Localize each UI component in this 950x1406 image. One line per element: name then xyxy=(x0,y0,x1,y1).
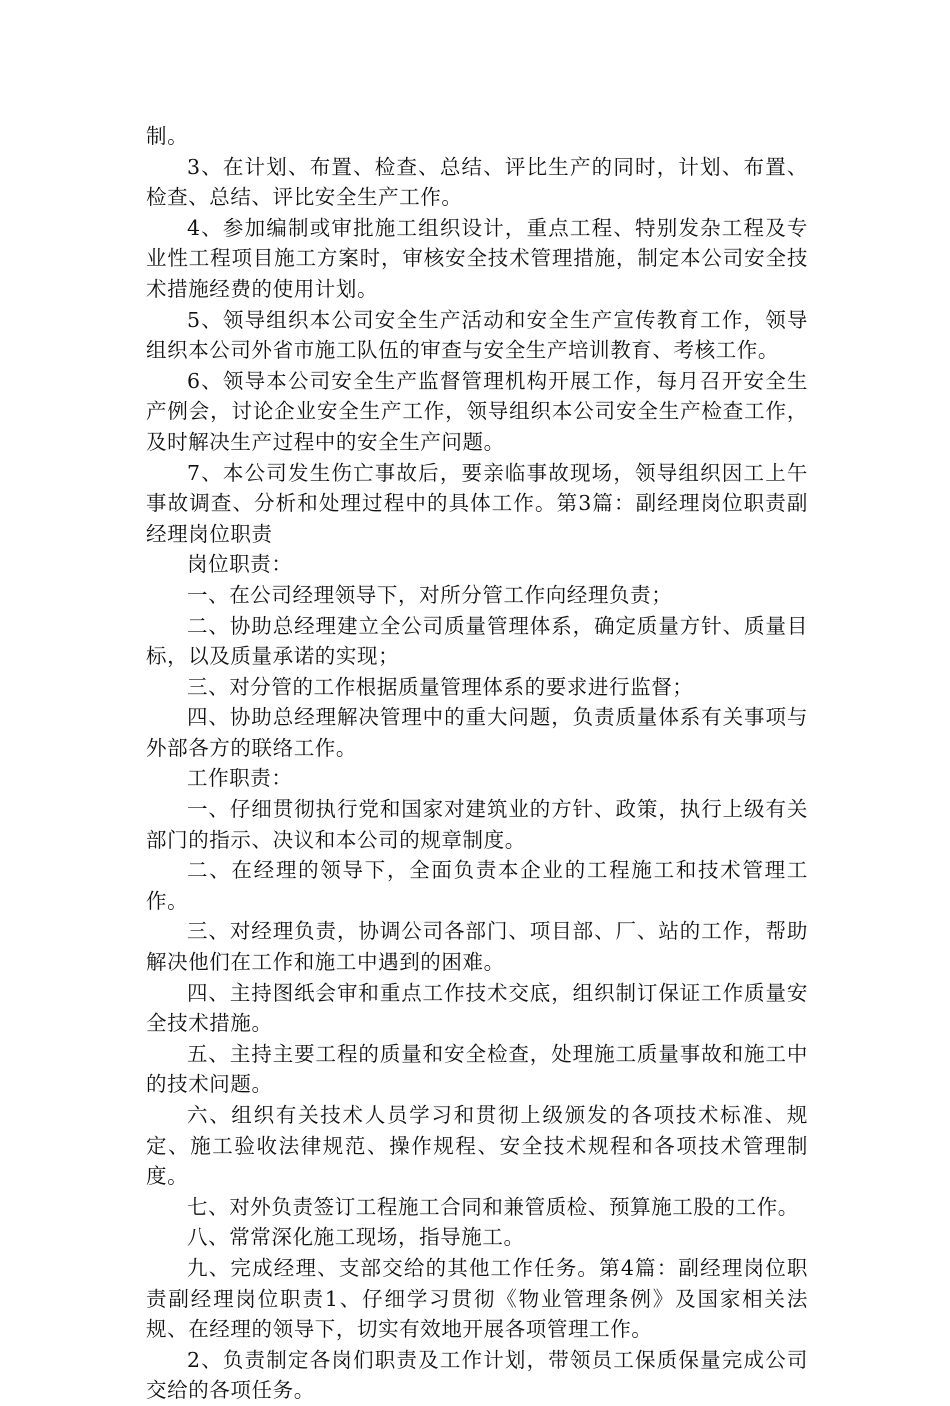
paragraph: 一、仔细贯彻执行党和国家对建筑业的方针、政策，执行上级有关部门的指示、决议和本公司的规章制度。 xyxy=(146,797,808,852)
paragraph: 四、主持图纸会审和重点工作技术交底，组织制订保证工作质量安全技术措施。 xyxy=(146,980,808,1036)
paragraph: 三、对分管的工作根据质量管理体系的要求进行监督； xyxy=(187,674,694,699)
paragraph: 一、在公司经理领导下，对所分管工作向经理负责； xyxy=(187,582,673,607)
paragraph: 八、常常深化施工现场，指导施工。 xyxy=(187,1225,525,1250)
paragraph: 2、负责制定各岗们职责及工作计划，带领员工保质保量完成公司交给的各项任务。 xyxy=(146,1347,808,1403)
paragraph: 二、在经理的领导下，全面负责本企业的工程施工和技术管理工作。 xyxy=(146,858,808,913)
paragraph: 三、对经理负责，协调公司各部门、项目部、厂、站的工作，帮助解决他们在工作和施工中遇到的困难。 xyxy=(146,919,808,975)
paragraph: 3、在计划、布置、检查、总结、评比生产的同时，计划、布置、检查、总结、评比安全生产工作。 xyxy=(146,154,808,210)
paragraph: 制。 xyxy=(146,124,189,148)
paragraph: 二、协助总经理建立全公司质量管理体系，确定质量方针、质量目标，以及质量承诺的实现； xyxy=(146,613,808,669)
paragraph: 四、协助总经理解决管理中的重大问题，负责质量体系有关事项与外部各方的联络工作。 xyxy=(146,705,808,760)
paragraph: 九、完成经理、支部交给的其他工作任务。第4篇：副经理岗位职责副经理岗位职责1、仔细学习贯彻《物业管理条例》及国家相关法规、在经理的领导下，切实有效地开展各项管理工作。 xyxy=(146,1255,808,1342)
section-heading: 工作职责： xyxy=(187,766,293,791)
paragraph: 5、领导组织本公司安全生产活动和安全生产宣传教育工作，领导组织本公司外省市施工队伍的审查与安全生产培训教育、考核工作。 xyxy=(146,307,808,363)
document-body xyxy=(146,121,808,1406)
paragraph: 6、领导本公司安全生产监督管理机构开展工作，每月召开安全生产例会，讨论企业安全生产工作，领导组织本公司安全生产检查工作，及时解决生产过程中的安全生产问题。 xyxy=(146,368,808,454)
paragraph: 五、主持主要工程的质量和安全检查，处理施工质量事故和施工中的技术问题。 xyxy=(146,1041,808,1097)
paragraph: 4、参加编制或审批施工组织设计，重点工程、特别发杂工程及专业性工程项目施工方案时，审核安全技术管理措施，制定本公司安全技术措施经费的使用计划。 xyxy=(146,215,808,301)
paragraph: 7、本公司发生伤亡事故后，要亲临事故现场，领导组织因工上午事故调查、分析和处理过程中的具体工作。第3篇：副经理岗位职责副经理岗位职责 xyxy=(146,460,808,546)
paragraph: 七、对外负责签订工程施工合同和兼管质检、预算施工股的工作。 xyxy=(187,1194,799,1219)
paragraph: 六、组织有关技术人员学习和贯彻上级颁发的各项技术标准、规定、施工验收法律规范、操作规程、安全技术规程和各项技术管理制度。 xyxy=(146,1103,808,1189)
section-heading: 岗位职责： xyxy=(187,552,293,577)
